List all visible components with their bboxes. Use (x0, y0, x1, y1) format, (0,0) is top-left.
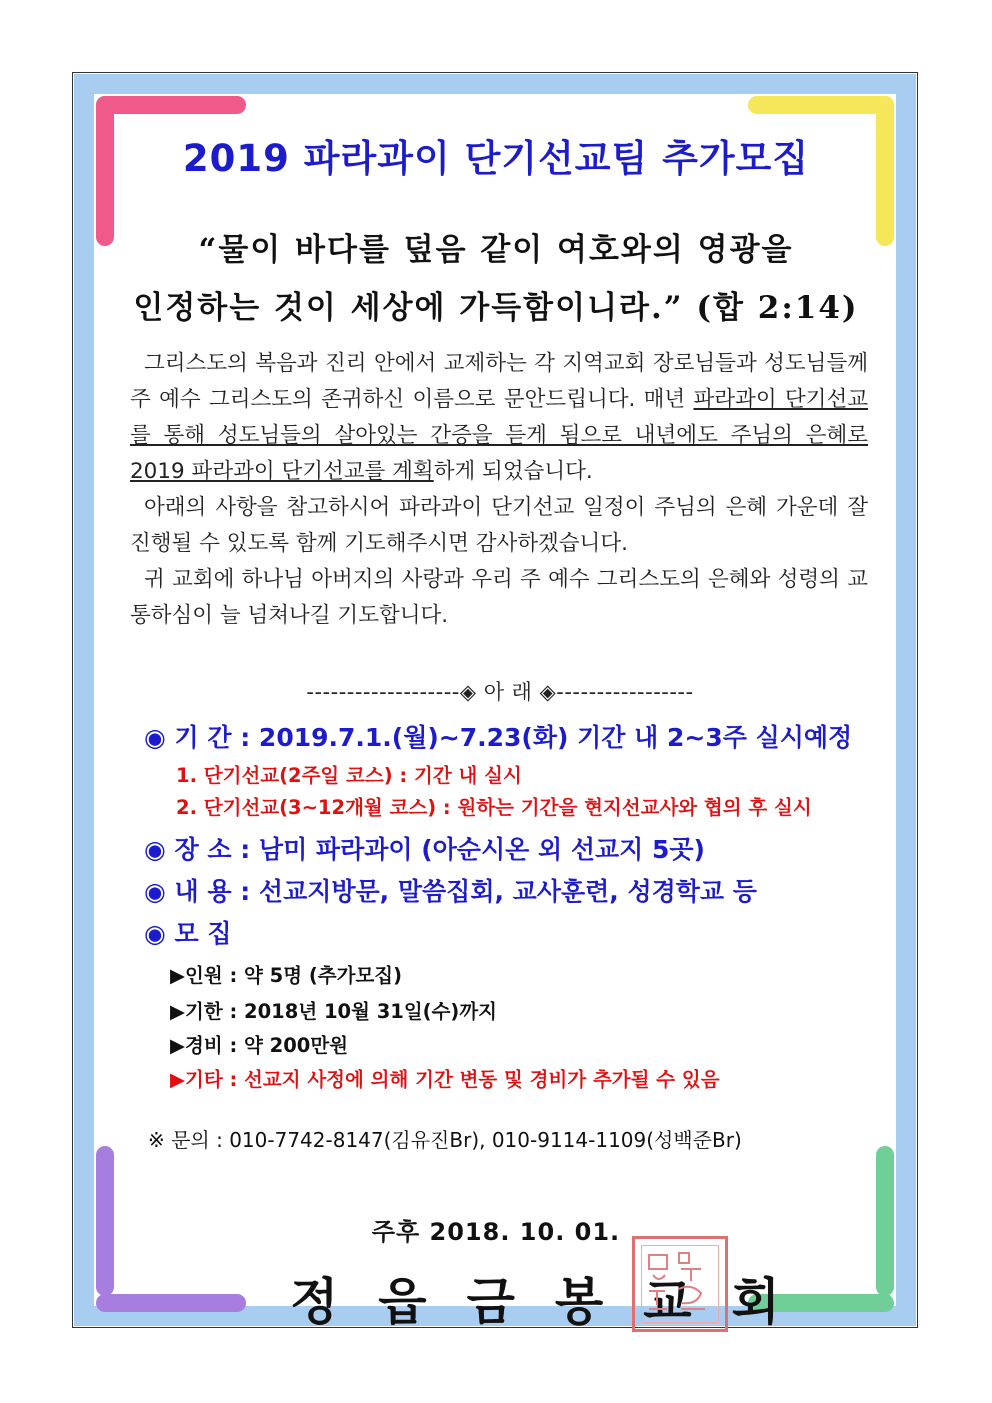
intro-p1-underlined: 파라과이 단기선교를 통해 성도님들의 살아있는 간증을 듣게 됨으로 내년에도 주님의 은혜로 2019 파라과이 단기선교를 계획 (130, 387, 868, 484)
period-sub-2: 2. 단기선교(3~12개월 코스) : 원하는 기간을 현지선교사와 협의 후 실시 (176, 796, 812, 819)
intro-paragraph-3: 귀 교회에 하나님 아버지의 사랑과 우리 주 예수 그리스도의 은혜와 성령의 교통하심이 늘 넘쳐나길 기도합니다. (130, 567, 868, 628)
section-divider: -------------------◈ 아 래 ◈----------------- (306, 680, 694, 704)
period-sub-1: 1. 단기선교(2주일 코스) : 기간 내 실시 (176, 764, 522, 787)
intro-p1-end: 하게 되었습니다. (433, 459, 593, 484)
recruit-people: ▶인원 : 약 5명 (추가모집) (170, 964, 403, 987)
intro-text (130, 346, 868, 634)
verse-line-2: 인정하는 것이 세상에 가득함이니라.” (합 2:14) (133, 290, 859, 326)
issue-date: 주후 2018. 10. 01. (371, 1218, 621, 1246)
pink-corner-horizontal (96, 96, 246, 114)
intro-p1-start: 그리스도의 복음과 진리 안에서 교제하는 각 지역교회 장로님들과 성도님들께 주 예수 그리스도의 존귀하신 이름으로 문안드립니다. 매년 (130, 351, 868, 412)
church-name: 정읍금봉교회 (290, 1272, 820, 1331)
yellow-corner-horizontal (748, 96, 894, 114)
content-item: ◉ 내 용 : 선교지방문, 말씀집회, 교사훈련, 성경학교 등 (144, 877, 757, 906)
intro-paragraph-2: 아래의 사항을 참고하시어 파라과이 단기선교 일정이 주님의 은혜 가운데 잘 진행될 수 있도록 함께 기도해주시면 감사하겠습니다. (130, 495, 868, 556)
church-seal (632, 1236, 728, 1332)
contact-info: ※ 문의 : 010-7742-8147(김유진Br), 010-9114-1109(성백준Br) (148, 1128, 742, 1152)
recruit-other: ▶기타 : 선교지 사정에 의해 기간 변동 및 경비가 추가될 수 있음 (170, 1068, 720, 1091)
seal-glyphs-icon (635, 1239, 725, 1329)
recruit-item: ◉ 모 집 (144, 919, 232, 948)
purple-corner-horizontal (96, 1294, 246, 1312)
intro-paragraph-1 (130, 346, 868, 490)
page-title: 2019 파라과이 단기선교팀 추가모집 (182, 137, 810, 180)
verse-line-1: “물이 바다를 덮음 같이 여호와의 영광을 (198, 232, 794, 268)
place-item: ◉ 장 소 : 남미 파라과이 (아순시온 외 선교지 5곳) (144, 835, 705, 864)
period-item: ◉ 기 간 : 2019.7.1.(월)~7.23(화) 기간 내 2~3주 실시예정 (144, 723, 853, 752)
recruit-deadline: ▶기한 : 2018년 10월 31일(수)까지 (170, 1000, 498, 1023)
recruit-cost: ▶경비 : 약 200만원 (170, 1034, 349, 1057)
